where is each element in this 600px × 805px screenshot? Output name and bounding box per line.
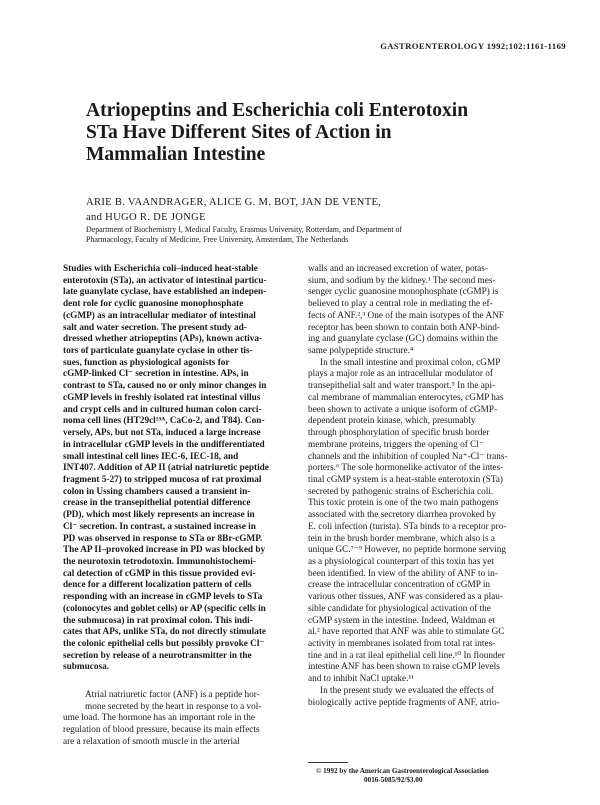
abstract-line: tors of particulate guanylate cyclase in other tis- [63, 346, 253, 357]
body-line: activity in membranes isolated from total rat intes- [308, 639, 496, 649]
body-line: plays a major role as an intracellular modulator of [308, 369, 493, 380]
abstract-line: the neurotoxin tetrodotoxin. Immunohistochemi- [63, 556, 256, 567]
body-line: believed to play a central role in mediating the ef- [308, 299, 493, 310]
title-line: STa Have Different Sites of Action in [86, 122, 392, 143]
abstract-line: cGMP levels in freshly isolated rat intestinal villus [63, 392, 261, 403]
body-line: been shown to activate a unique isoform of cGMP- [308, 404, 498, 415]
abstract-line: the colonic epithelial cells but possibly provoke Cl⁻ [63, 639, 265, 649]
abstract-line: cates that APs, unlike STa, do not directly stimulate [63, 627, 266, 638]
body-line: tinal cGMP system is a heat-stable enterotoxin (STa) [308, 474, 504, 485]
body-line: been identified. In view of the ability of ANF to in- [308, 568, 498, 579]
abstract-line: contrast to STa, caused no or only minor changes in [63, 381, 267, 392]
intro-line: mone secreted by the heart in response to a vol- [85, 701, 262, 712]
affiliation-line: Pharmacology, Faculty of Medicine, Free University, Amsterdam, The Netherlands [86, 235, 349, 245]
body-line: tine and in a rat ileal epithelial cell line.¹⁰ In flounder [308, 650, 505, 661]
body-line: same polypeptide structure.⁴ [308, 346, 414, 357]
abstract-line: crease in the transepithelial potential difference [63, 498, 251, 509]
abstract-line: PD was observed in response to STa or 8Br-cGMP. [63, 533, 263, 544]
abstract-line: dressed whether atriopeptins (APs), known activa- [63, 334, 263, 345]
abstract-line: sues, function as physiological agonists for [63, 357, 230, 368]
abstract-line: secretion by release of a neurotransmitter in the [63, 650, 252, 661]
body-line: porters.⁶ The sole hormonelike activator of the intes- [308, 463, 504, 474]
body-line: ing and guanylate cyclase (GC) domains within the [308, 334, 498, 345]
author-line: ARIE B. VAANDRAGER, ALICE G. M. BOT, JAN DE VENTE, [86, 197, 382, 208]
body-line: E. coli infection (turista). STa binds to a receptor pro- [308, 521, 507, 532]
author-line: and HUGO R. DE JONGE [86, 211, 206, 223]
abstract-line: small intestinal cell lines IEC-6, IEC-18, and [63, 451, 239, 462]
body-line: fects of ANF.²,³ One of the main isotypes of the ANF [308, 310, 504, 321]
abstract-line: responding with an increase in cGMP levels to STa [63, 592, 263, 603]
abstract-line: Cl⁻ secretion. In contrast, a sustained increase in [63, 521, 256, 532]
abstract-line: (PD), which most likely represents an increase in [63, 510, 255, 521]
abstract-line: noma cell lines (HT29cl¹⁹ᴬ, CaCo-2, and T84). Con- [63, 416, 265, 427]
abstract-line: cal detection of cGMP in this tissue provided evi- [63, 568, 256, 579]
body-line: senger cyclic guanosine monophosphate (cGMP) is [308, 287, 499, 298]
body-line: In the small intestine and proximal colon, cGMP [320, 357, 501, 368]
running-head: GASTROENTEROLOGY 1992;102:1161-1169 [380, 41, 566, 51]
abstract-line: versely, APs, but not STa, induced a large increase [63, 428, 261, 439]
body-line: This toxic protein is one of the two main pathogens [308, 498, 499, 509]
body-line: cGMP system in the intestine. Indeed, Waldman et [308, 615, 496, 626]
body-line: intestine ANF has been shown to raise cGMP levels [308, 662, 500, 673]
body-line: al.² have reported that ANF was able to stimulate GC [308, 627, 505, 638]
body-line: sium, and sodium by the kidney.¹ The second mes- [308, 275, 496, 286]
body-line: through phosphorylation of specific brush border [308, 428, 490, 439]
body-line: In the present study we evaluated the effects of [320, 685, 494, 696]
abstract-line: and crypt cells and in cultured human colon carci- [63, 404, 262, 415]
abstract-line: (cGMP) as an intracellular mediator of intestinal [63, 310, 256, 321]
body-line: unique GC.⁷⁻⁹ However, no peptide hormone serving [308, 545, 506, 556]
copyright-footer [316, 767, 489, 785]
body-line: and to inhibit NaCl uptake.¹¹ [308, 674, 414, 685]
body-line: biologically active peptide fragments of ANF, atrio- [308, 697, 500, 708]
abstract-line: late guanylate cyclase, have established an indepen- [63, 287, 267, 298]
body-text-right-column [308, 264, 543, 709]
title-line: Atriopeptins and Escherichia coli Enterotoxin [86, 100, 469, 121]
abstract-line: fragment 5-27) to stripped mucosa of rat proximal [63, 474, 262, 485]
abstract-line: in intracellular cGMP levels in the undifferentiated [63, 439, 265, 450]
abstract-line: colon in Ussing chambers caused a transient in- [63, 486, 251, 497]
body-line: dependent protein kinase, which, presumably [308, 416, 476, 427]
affiliation [86, 225, 566, 245]
issn-line: 0016-5085/92/$3.00 [364, 776, 423, 784]
body-line: crease the intracellular concentration of cGMP in [308, 580, 491, 591]
abstract-line: cGMP-linked Cl⁻ secretion in intestine. APs, in [63, 369, 249, 380]
intro-line: regulation of blood pressure, because its main effects [63, 725, 260, 736]
body-line: tein in the brush border membrane, which also is a [308, 533, 496, 544]
abstract-line: Studies with Escherichia coli–induced heat-stable [63, 264, 258, 274]
body-line: receptor has been shown to contain both ANP-bind- [308, 322, 500, 333]
body-line: as a physiological counterpart of this toxin has yet [308, 556, 494, 567]
body-line: secreted by pathogenic strains of Escherichia coli. [308, 486, 494, 497]
abstract-line: INT407. Addition of AP II (atrial natriuretic peptide [63, 463, 269, 474]
introduction [63, 690, 293, 749]
body-line: membrane proteins, triggers the opening of Cl⁻ [308, 439, 484, 450]
author-list [86, 196, 566, 225]
body-line: various other tissues, ANF was considered as a plau- [308, 592, 503, 603]
body-line: cal membrane of mammalian enterocytes, cGMP has [308, 392, 504, 403]
abstract-line: enterotoxin (STa), an activator of intestinal particu- [63, 275, 267, 286]
footer-divider [308, 762, 348, 763]
body-line: transepithelial salt and water transport.⁵ In the api- [308, 381, 496, 392]
abstract-line: the submucosa) in rat proximal colon. This indi- [63, 615, 253, 626]
abstract-line: dent role for cyclic guanosine monophosphate [63, 299, 244, 310]
body-line: associated with the secretory diarrhea provoked by [308, 510, 497, 521]
abstract-line: submucosa. [63, 662, 110, 673]
intro-line: ume load. The hormone has an important role in the [63, 713, 255, 724]
article-title [86, 100, 556, 166]
abstract-line: salt and water secretion. The present study ad- [63, 322, 247, 333]
intro-line: are a relaxation of smooth muscle in the arterial [63, 736, 240, 747]
abstract-line: The AP II–provoked increase in PD was blocked by [63, 545, 266, 556]
abstract-line: (colonocytes and goblet cells) or AP (specific cells in [63, 603, 266, 614]
abstract [63, 264, 293, 674]
affiliation-line: Department of Biochemistry I, Medical Faculty, Erasmus University, Rotterdam, and Department of [86, 225, 403, 234]
intro-line: Atrial natriuretic factor (ANF) is a peptide hor- [85, 690, 260, 700]
copyright-line: © 1992 by the American Gastroenterological Association [316, 767, 489, 775]
abstract-line: dence for a different localization pattern of cells [63, 580, 252, 591]
body-line: sible candidate for physiological activation of the [308, 603, 491, 614]
body-line: channels and the inhibition of coupled Na⁺-Cl⁻ trans- [308, 451, 508, 462]
title-line: Mammalian Intestine [86, 144, 266, 165]
body-line: walls and an increased excretion of water, potas- [308, 264, 488, 274]
